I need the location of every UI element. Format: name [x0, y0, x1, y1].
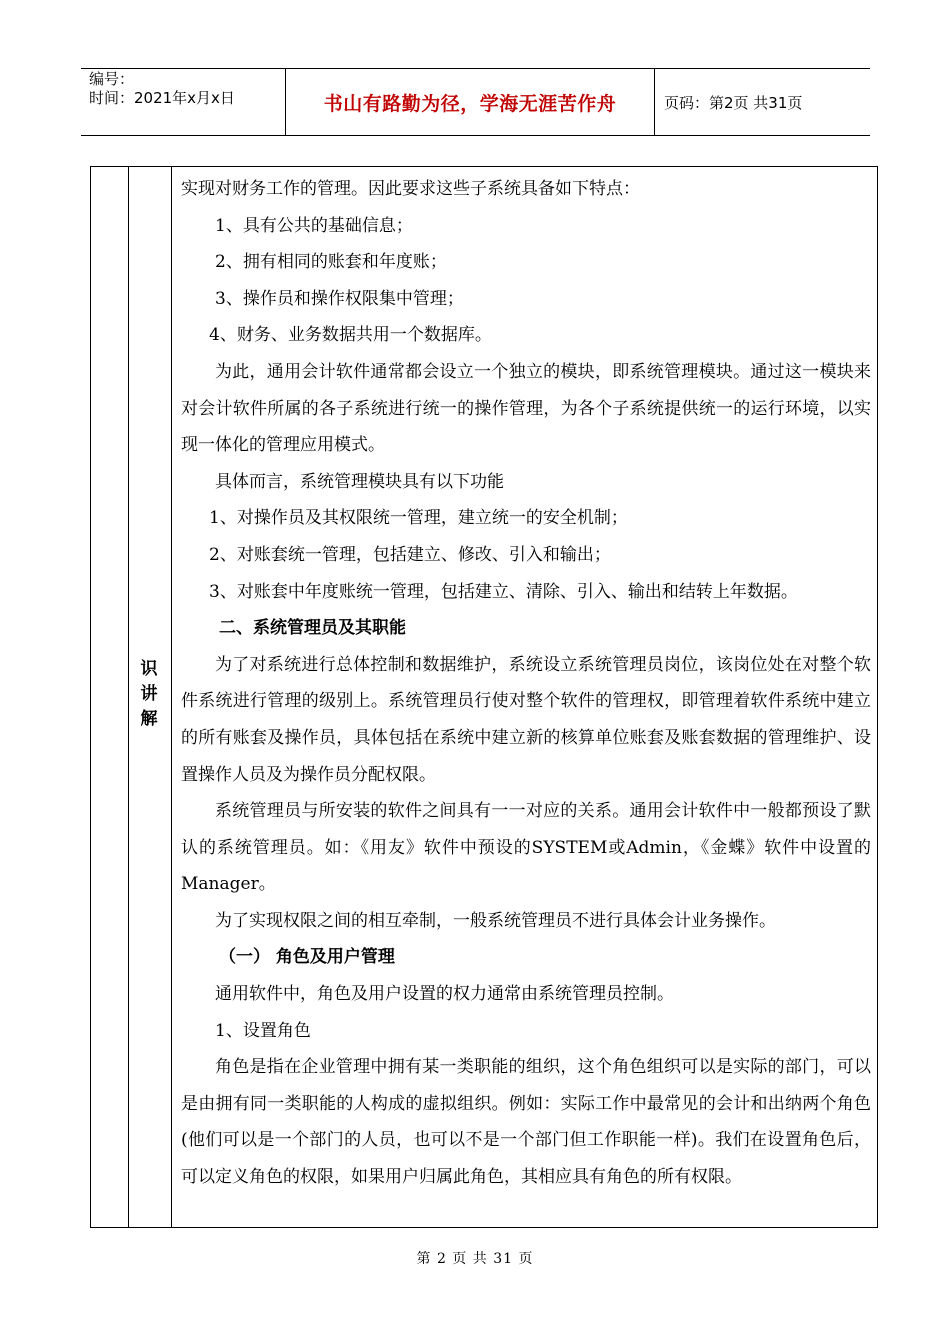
side-label-char: 讲 — [140, 684, 158, 704]
paragraph: 具体而言，系统管理模块具有以下功能 — [215, 471, 504, 492]
header-motto: 书山有路勤为径，学海无涯苦作舟 — [323, 92, 617, 115]
list-item: 4、财务、业务数据共用一个数据库。 — [209, 325, 492, 346]
paragraph: 为了对系统进行总体控制和数据维护，系统设立系统管理员岗位，该岗位处在对整个软件系统进行管理的级别上。系统管理员行使对整个软件的管理权，即管理着软件系统中建立的所有账套及操作员，具体包括在系统中建立新的核算单位账套及账套数据的管理维护、设置操作人员及为操作员分配权限。 — [181, 654, 871, 785]
paragraph: 为了实现权限之间的相互牵制，一般系统管理员不进行具体会计业务操作。 — [215, 910, 776, 931]
list-item: 3、操作员和操作权限集中管理； — [215, 288, 464, 309]
list-item: 2、对账套统一管理，包括建立、修改、引入和输出； — [209, 544, 611, 565]
document-time: 时间：2021年x月x日 — [89, 89, 235, 107]
section-heading: 二、系统管理员及其职能 — [219, 618, 406, 639]
header-page-info: 页码：第2页 共31页 — [664, 93, 803, 112]
header-divider — [654, 68, 655, 136]
subsection-heading: （一） 角色及用户管理 — [219, 947, 395, 968]
paragraph: 角色是指在企业管理中拥有某一类职能的组织，这个角色组织可以是实际的部门，可以是由拥有同一类职能的人构成的虚拟组织。例如：实际工作中最常见的会计和出纳两个角色(他们可以是一个部门的人员，也可以不是一个部门但工作职能一样)。我们在设置角色后，可以定义角色的权限，如果用户归属此角色，其相应具有角色的所有权限。 — [181, 1057, 871, 1188]
paragraph: 系统管理员与所安装的软件之间具有一一对应的关系。通用会计软件中一般都预设了默认的系统管理员。如：《用友》软件中预设的SYSTEM或Admin，《金蝶》软件中设置的Manager。 — [181, 801, 871, 895]
list-item: 2、拥有相同的账套和年度账； — [215, 252, 447, 273]
content-table — [90, 166, 878, 1228]
table-column-rule — [171, 167, 172, 1227]
list-item: 1、对操作员及其权限统一管理，建立统一的安全机制； — [209, 508, 628, 529]
header-meta — [89, 70, 279, 108]
document-number-label: 编号： — [89, 70, 135, 88]
content-body — [181, 171, 871, 1196]
side-label-char: 解 — [140, 709, 158, 729]
list-item: 1、设置角色 — [215, 1020, 311, 1041]
side-label-char: 识 — [140, 659, 158, 679]
page-footer: 第 2 页 共 31 页 — [416, 1251, 534, 1267]
list-item: 1、具有公共的基础信息； — [215, 215, 413, 236]
list-item: 3、对账套中年度账统一管理，包括建立、清除、引入、输出和结转上年数据。 — [209, 581, 798, 602]
paragraph: 通用软件中，角色及用户设置的权力通常由系统管理员控制。 — [215, 984, 674, 1005]
paragraph: 实现对财务工作的管理。因此要求这些子系统具备如下特点： — [181, 179, 640, 199]
paragraph: 为此，通用会计软件通常都会设立一个独立的模块，即系统管理模块。通过这一模块来对会计软件所属的各子系统进行统一的操作管理，为各个子系统提供统一的运行环境，以实现一体化的管理应用模式。 — [181, 361, 871, 456]
section-side-label — [129, 657, 169, 732]
